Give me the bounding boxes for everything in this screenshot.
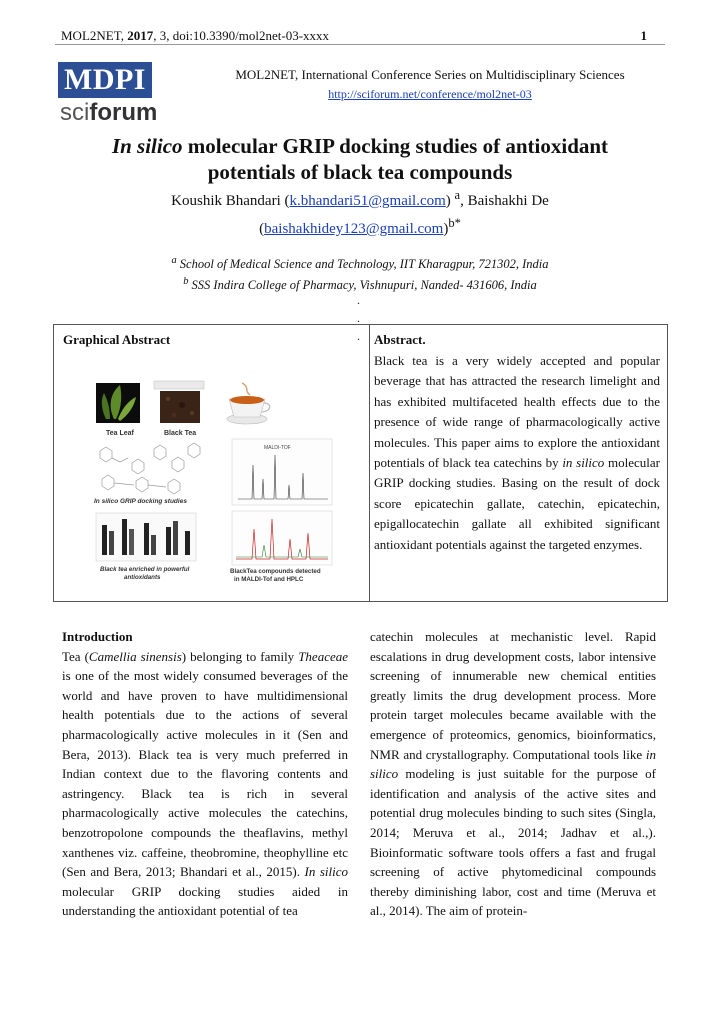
graphical-abstract-svg	[92, 379, 342, 589]
abstract-heading: Abstract.	[374, 332, 426, 347]
header-journal: MOL2NET,	[61, 28, 128, 43]
caption-docking: In silico GRIP docking studies	[94, 498, 187, 505]
header-doi: , 3, doi:10.3390/mol2net-03-xxxx	[153, 28, 330, 43]
author-2: , Baishakhi De	[460, 193, 549, 209]
table-divider	[369, 325, 370, 601]
caption-detected-2: in MALDI-Tof and HPLC	[234, 576, 304, 583]
caption-detected-1: BlackTea compounds detected	[230, 568, 321, 575]
caption-tea-leaf: Tea Leaf	[106, 430, 134, 437]
molecule-structures	[100, 443, 200, 494]
conference-name: MOL2NET, International Conference Series on Multidisciplinary Sciences	[235, 67, 625, 82]
mdpi-sciforum-logo	[58, 62, 158, 126]
abstract-table	[53, 324, 668, 602]
introduction-paragraph-continued: catechin molecules at mechanistic level. Rapid escalations in drug development costs, labor intensive screening of innumerable new chemical entities greatly limits the drug development process. More protein target molecules became available with the emergence of proteomics, genomics, bioinformatics, NMR and crystallography. Computational tools like in silico modeling is just suitable for the purpose of identification and analysis of the active sites and potential drug molecules binding to such sites (Singla, 2014; Meruva et al., 2014; Jadhav et al.,). Bioinformatic software tools offers a fast and frugal screening of active phytomedicinal compounds thereby diminishing labor, cost and time (Meruva et al., 2014). The aim of protein-	[370, 629, 656, 919]
tea-cup-image	[227, 383, 270, 424]
authors: Koushik Bhandari (k.bhandari51@gmail.com) $^a$, Baishakhi De (baishakhidey123@gmail.com)$^{b*}$	[171, 188, 549, 237]
title-line2: potentials of black tea compounds	[207, 160, 513, 184]
mdpi-logo: MDPI	[58, 62, 152, 98]
email-link-2[interactable]: baishakhidey123@gmail.com	[264, 221, 444, 237]
graphical-abstract-figure	[92, 379, 342, 589]
abstract-text: Black tea is a very widely accepted and popular beverage that has attracted the research limelight and has exhibited multifaceted health effects due to the presence of wide range of pharmacologically active molecules. This paper aims to explore the antioxidant potentials of black tea catechins by in silico molecular GRIP docking studies. Basing on the result of dock score epicatechin gallate, catechin, epicatechin, epigallocatechin gallate all exhibited significant antioxidant potentials against the targeted enzymes.	[374, 353, 660, 552]
docking-bar-thumbnails	[96, 513, 196, 561]
body-column-left	[62, 627, 348, 921]
affiliation-a: $^a$ School of Medical Science and Technology, IIT Kharagpur, 721302, India	[171, 255, 549, 272]
header-year: 2017	[127, 28, 154, 43]
affiliation-b: $^b$ SSS Indira College of Pharmacy, Vishnupuri, Nanded- 431606, India	[183, 276, 537, 293]
body-column-right	[370, 627, 656, 921]
caption-enriched-1: Black tea enriched in powerful	[100, 566, 190, 573]
maldi-label: MALDI-TOF	[264, 445, 291, 451]
hplc-chromatogram	[232, 511, 332, 565]
caption-black-tea: Black Tea	[164, 430, 197, 437]
running-header	[55, 26, 665, 45]
author-1: Koushik Bhandari (	[171, 193, 290, 209]
separator-dot: .	[357, 293, 360, 307]
conference-url-line	[170, 87, 690, 102]
maldi-spectrum	[232, 439, 332, 505]
sciforum-logo: sciforum	[60, 99, 158, 126]
author-1-sup: a	[454, 188, 461, 202]
separator-dot: .	[357, 311, 360, 325]
author-2-sup: b*	[448, 216, 461, 230]
title-line1: molecular GRIP docking studies of antioxidant	[182, 134, 609, 158]
conference-url-link[interactable]: http://sciforum.net/conference/mol2net-03	[328, 87, 532, 101]
tea-leaf-image	[96, 383, 140, 423]
paper-title	[60, 133, 660, 185]
caption-enriched-2: antioxidants	[124, 574, 161, 581]
header-citation	[61, 28, 329, 44]
header-page-number: 1	[640, 28, 647, 43]
title-italic: In silico	[111, 134, 183, 158]
black-tea-image	[154, 381, 204, 423]
introduction-heading: Introduction	[62, 629, 133, 644]
graphical-abstract-heading: Graphical Abstract	[63, 332, 171, 347]
separator-dot: .	[357, 329, 360, 343]
email-link-1[interactable]: k.bhandari51@gmail.com	[289, 193, 446, 209]
introduction-paragraph: Tea (Camellia sinensis) belonging to family Theaceae is one of the most widely consumed beverages of the world and have proven to have multidimensional health potentials due to the actions of several pharmacologically active molecules in it (Sen and Bera, 2013). Black tea is very much preferred in Indian context due to the flavoring contents and astringency. Black tea is rich in several pharmacologically active molecules the catechins, benzotropolone compounds the theaflavins, methyl xanthenes viz. caffeine, theobromine, theophylline etc (Sen and Bera, 2013; Bhandari et al., 2015). In silico molecular GRIP docking studies aided in understanding the antioxidant potential of tea	[62, 648, 349, 919]
